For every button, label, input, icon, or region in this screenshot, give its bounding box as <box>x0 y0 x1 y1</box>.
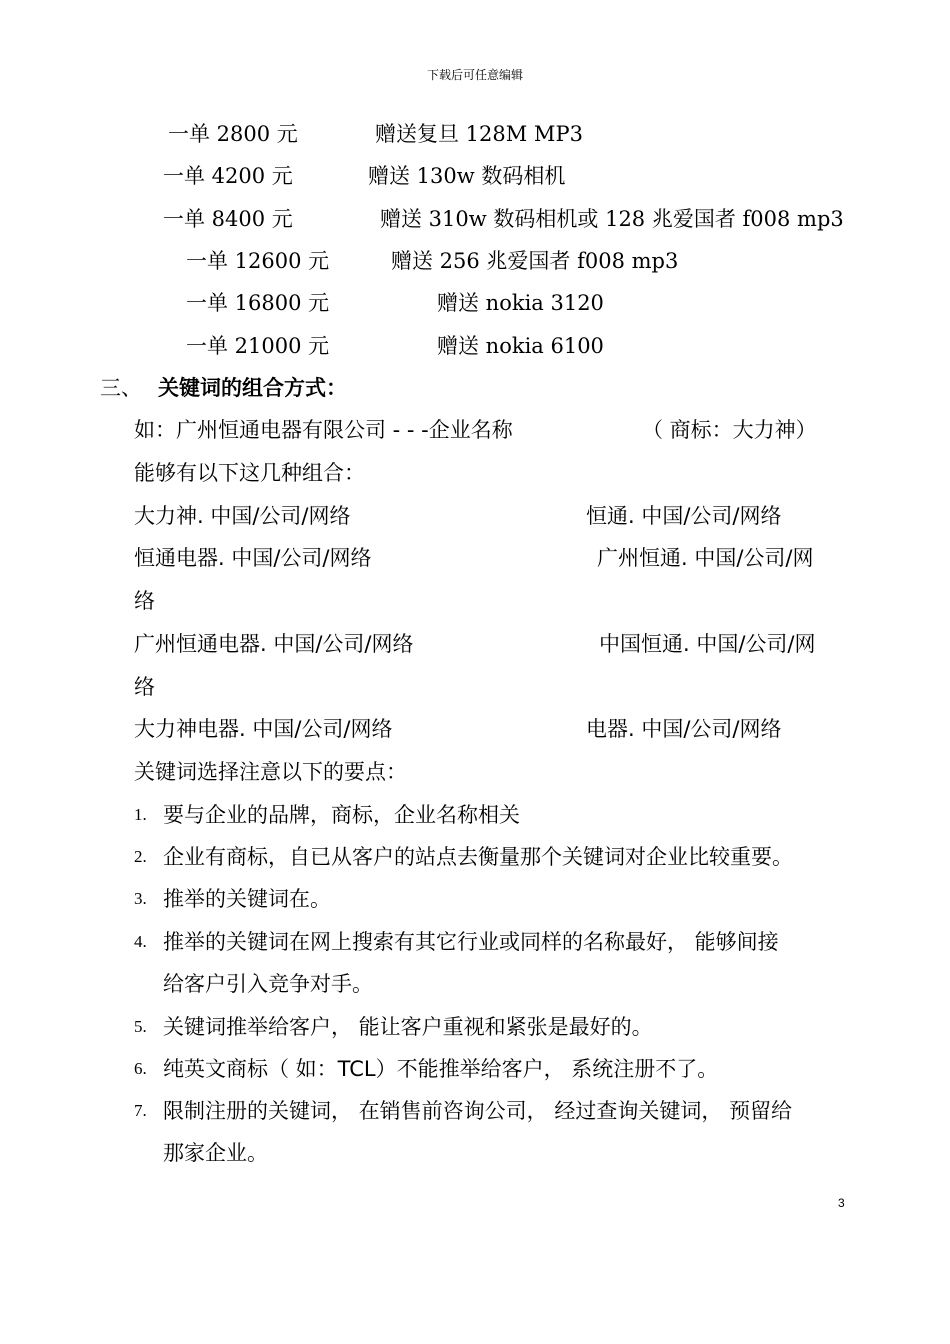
intro-text: 能够有以下这几种组合： <box>134 461 365 485</box>
offer-gift-6: 赠送 nokia 6100 <box>437 334 604 358</box>
combo-left-1: 大力神. 中国/公司/网络 <box>134 504 351 528</box>
point-number-7: 7. <box>134 1101 147 1120</box>
combo-right-2: 广州恒通. 中国/公司/网 <box>597 546 814 570</box>
combo-right-3: 中国恒通. 中国/公司/网 <box>599 632 816 656</box>
point-text-1: 要与企业的品牌，商标，企业名称相关 <box>163 803 520 827</box>
offer-amount-4: 一单 12600 元 <box>186 249 330 273</box>
combo-left-3: 广州恒通电器. 中国/公司/网络 <box>134 632 414 656</box>
example-text: 如：广州恒通电器有限公司 - - -企业名称 <box>134 418 513 442</box>
offer-gift-5: 赠送 nokia 3120 <box>437 291 604 315</box>
point-text-7-cont: 那家企业。 <box>163 1141 268 1165</box>
point-text-6: 纯英文商标（ 如：TCL）不能推举给客户， 系统注册不了。 <box>163 1057 719 1081</box>
offer-amount-1: 一单 2800 元 <box>168 122 298 146</box>
combo-wrap-2: 络 <box>134 589 155 613</box>
combo-right-1: 恒通. 中国/公司/网络 <box>586 504 782 528</box>
points-title: 关键词选择注意以下的要点： <box>134 760 407 784</box>
point-number-1: 1. <box>134 805 147 824</box>
offer-amount-3: 一单 8400 元 <box>163 207 293 231</box>
point-number-2: 2. <box>134 847 147 866</box>
point-number-3: 3. <box>134 889 147 908</box>
page-number: 3 <box>838 1196 845 1210</box>
point-text-5: 关键词推举给客户， 能让客户重视和紧张是最好的。 <box>163 1015 653 1039</box>
point-number-4: 4. <box>134 932 147 951</box>
offer-amount-5: 一单 16800 元 <box>186 291 330 315</box>
combo-left-4: 大力神电器. 中国/公司/网络 <box>134 717 393 741</box>
combo-right-4: 电器. 中国/公司/网络 <box>586 717 782 741</box>
offer-amount-6: 一单 21000 元 <box>186 334 330 358</box>
offer-gift-2: 赠送 130w 数码相机 <box>368 164 566 188</box>
point-number-6: 6. <box>134 1059 147 1078</box>
offer-gift-1: 赠送复旦 128M MP3 <box>375 122 583 146</box>
page-header: 下载后可任意编辑 <box>426 68 523 82</box>
offer-amount-2: 一单 4200 元 <box>163 164 293 188</box>
section-number: 三、 <box>100 376 142 400</box>
point-text-4: 推举的关键词在网上搜索有其它行业或同样的名称最好， 能够间接 <box>163 930 779 954</box>
combo-left-2: 恒通电器. 中国/公司/网络 <box>134 546 372 570</box>
point-text-3: 推举的关键词在。 <box>163 887 331 911</box>
trademark-text: （ 商标：大力神） <box>642 418 817 442</box>
point-text-2: 企业有商标，自已从客户的站点去衡量那个关键词对企业比较重要。 <box>163 845 793 869</box>
offer-gift-3: 赠送 310w 数码相机或 128 兆爱国者 f008 mp3 <box>380 207 844 231</box>
point-text-7: 限制注册的关键词， 在销售前咨询公司， 经过查询关键词， 预留给 <box>163 1099 793 1123</box>
combo-wrap-3: 络 <box>134 675 155 699</box>
section-title: 关键词的组合方式： <box>158 376 347 400</box>
offer-gift-4: 赠送 256 兆爱国者 f008 mp3 <box>391 249 679 273</box>
point-text-4-cont: 给客户引入竞争对手。 <box>163 972 373 996</box>
point-number-5: 5. <box>134 1017 147 1036</box>
